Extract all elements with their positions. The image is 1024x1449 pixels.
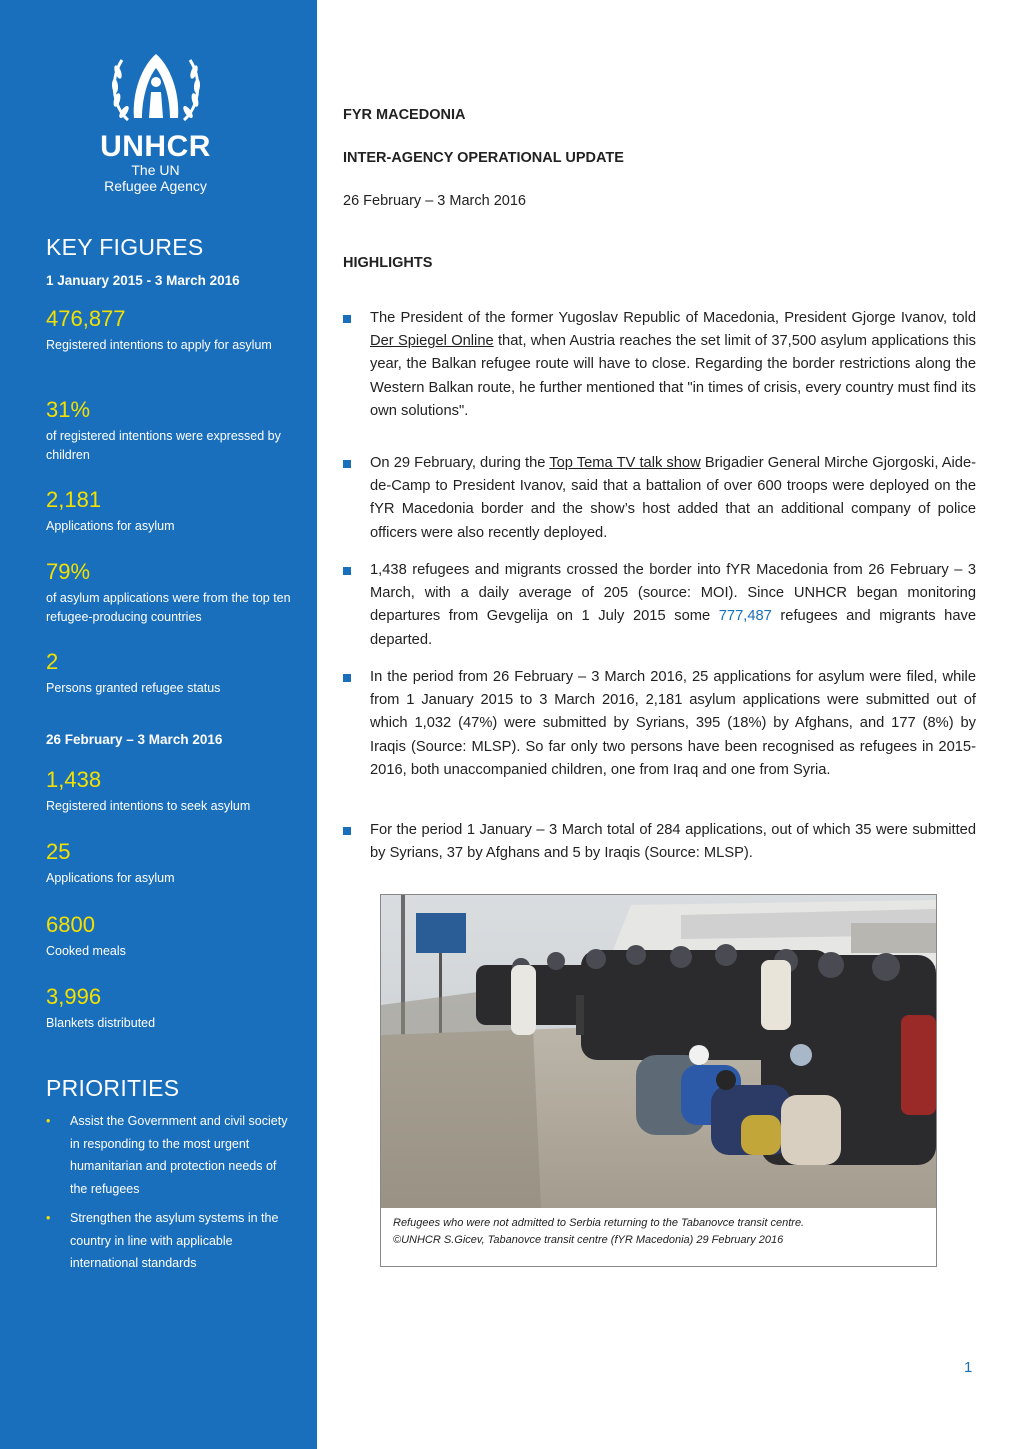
highlight-bullet xyxy=(343,452,976,545)
square-bullet-icon xyxy=(343,827,351,835)
unhcr-emblem-icon xyxy=(106,48,206,126)
bullet-dot-icon: • xyxy=(46,1114,51,1128)
priority-text: Assist the Government and civil society in responding to the most urgent humanitarian and protection needs of the refugees xyxy=(70,1114,288,1196)
priorities-list xyxy=(46,1110,296,1282)
key-figure-value: 2,181 xyxy=(46,487,102,512)
priority-text: Strengthen the asylum systems in the country in line with applicable international standards xyxy=(70,1211,279,1270)
key-figures-period: 26 February – 3 March 2016 xyxy=(46,732,223,747)
caption-line: Refugees who were not admitted to Serbia returning to the Tabanovce transit centre. xyxy=(393,1217,805,1229)
square-bullet-icon xyxy=(343,460,351,468)
photo-caption xyxy=(393,1215,928,1249)
page-number: 1 xyxy=(964,1359,973,1376)
report-subtitle: INTER-AGENCY OPERATIONAL UPDATE xyxy=(343,150,624,166)
highlight-bullet xyxy=(343,307,976,423)
photo-figure xyxy=(380,894,937,1267)
square-bullet-icon xyxy=(343,674,351,682)
logo-subtitle-line1: The UN xyxy=(131,162,180,178)
logo-subtitle-line2: Refugee Agency xyxy=(104,178,207,194)
bullet-dot-icon: • xyxy=(46,1211,51,1225)
key-figure-label: Registered intentions to apply for asylum xyxy=(46,338,272,352)
priority-item xyxy=(46,1110,296,1200)
highlights-heading: HIGHLIGHTS xyxy=(343,255,433,271)
highlight-text: For the period 1 January – 3 March total of 284 applications, out of which 35 were submitted by Syrians, 37 by Afghans and 5 by Iraqis (Source: MLSP). xyxy=(370,822,976,862)
highlight-bullet xyxy=(343,819,976,865)
key-figure-label: of asylum applications were from the top ten refugee-producing countries xyxy=(46,591,291,624)
key-figure-label: Applications for asylum xyxy=(46,519,175,533)
logo-wordmark: UNHCR xyxy=(100,130,211,163)
country-title: FYR MACEDONIA xyxy=(343,107,466,123)
square-bullet-icon xyxy=(343,567,351,575)
key-figure-value: 25 xyxy=(46,839,71,864)
highlight-text: 1,438 refugees and migrants crossed the border into fYR Macedonia from 26 February – 3 March, with a daily average of 205 (source: MOI). Since UNHCR began monitoring departures from Gevgelija on 1 July 2015 some 777,487 refugees and migrants have departed. xyxy=(370,562,977,648)
caption-credit: ©UNHCR S.Gicev, Tabanovce transit centre (fYR Macedonia) 29 February 2016 xyxy=(393,1234,784,1246)
highlight-text: In the period from 26 February – 3 March 2016, 25 applications for asylum were filed, while from 1 January 2015 to 3 March 2016, 2,181 asylum applications were submitted out of which 1,032 (47%) were submitted by Syrians, 395 (18%) by Afghans, and 177 (8%) by Iraqis (Source: MLSP). So far only two persons have been recognised as refugees in 2015-2016, both unaccompanied children, one from Iraq and one from Syria. xyxy=(370,669,976,778)
key-figure-label: Persons granted refugee status xyxy=(46,681,221,695)
key-figure-value: 476,877 xyxy=(46,306,126,331)
refugees-photo-image xyxy=(381,895,936,1208)
square-bullet-icon xyxy=(343,315,351,323)
unhcr-logo xyxy=(88,48,223,194)
key-figure-value: 6800 xyxy=(46,912,95,937)
highlight-bullet xyxy=(343,666,976,782)
report-date: 26 February – 3 March 2016 xyxy=(343,193,526,209)
refugees-photo xyxy=(381,895,936,1208)
key-figure-value: 3,996 xyxy=(46,984,102,1009)
key-figure-label: Registered intentions to seek asylum xyxy=(46,799,251,813)
priority-item xyxy=(46,1207,296,1275)
departures-link[interactable]: 777,487 xyxy=(718,608,772,625)
key-figure-label: Blankets distributed xyxy=(46,1016,156,1030)
highlight-bullet xyxy=(343,559,976,652)
highlight-text: On 29 February, during the Top Tema TV talk show Brigadier General Mirche Gjorgoski, Aide-de-Camp to President Ivanov, said that a battalion of over 600 troops were deployed on the fYR Macedonia border and the show’s host added that an additional company of police officers were also recently deployed. xyxy=(370,455,976,541)
key-figure-label: Cooked meals xyxy=(46,944,126,958)
der-spiegel-link[interactable]: Der Spiegel Online xyxy=(370,333,494,350)
key-figure-value: 79% xyxy=(46,559,91,584)
key-figure-value: 1,438 xyxy=(46,767,102,792)
priorities-heading: PRIORITIES xyxy=(46,1075,180,1101)
key-figure-value: 31% xyxy=(46,397,91,422)
key-figure-label: Applications for asylum xyxy=(46,871,175,885)
key-figure-value: 2 xyxy=(46,649,59,674)
key-figures-heading: KEY FIGURES xyxy=(46,234,204,260)
key-figure-label: of registered intentions were expressed by children xyxy=(46,429,281,462)
top-tema-link[interactable]: Top Tema TV talk show xyxy=(549,455,701,471)
sidebar xyxy=(0,0,317,1449)
highlight-text: The President of the former Yugoslav Republic of Macedonia, President Gjorge Ivanov, told Der Spiegel Online that, when Austria reaches the set limit of 37,500 asylum applications this year, the Balkan refugee route will have to close. Regarding the border restrictions along the Western Balkan route, he further mentioned that "in times of crisis, every country must find its own solutions". xyxy=(370,310,977,419)
key-figures-period: 1 January 2015 - 3 March 2016 xyxy=(46,273,240,288)
